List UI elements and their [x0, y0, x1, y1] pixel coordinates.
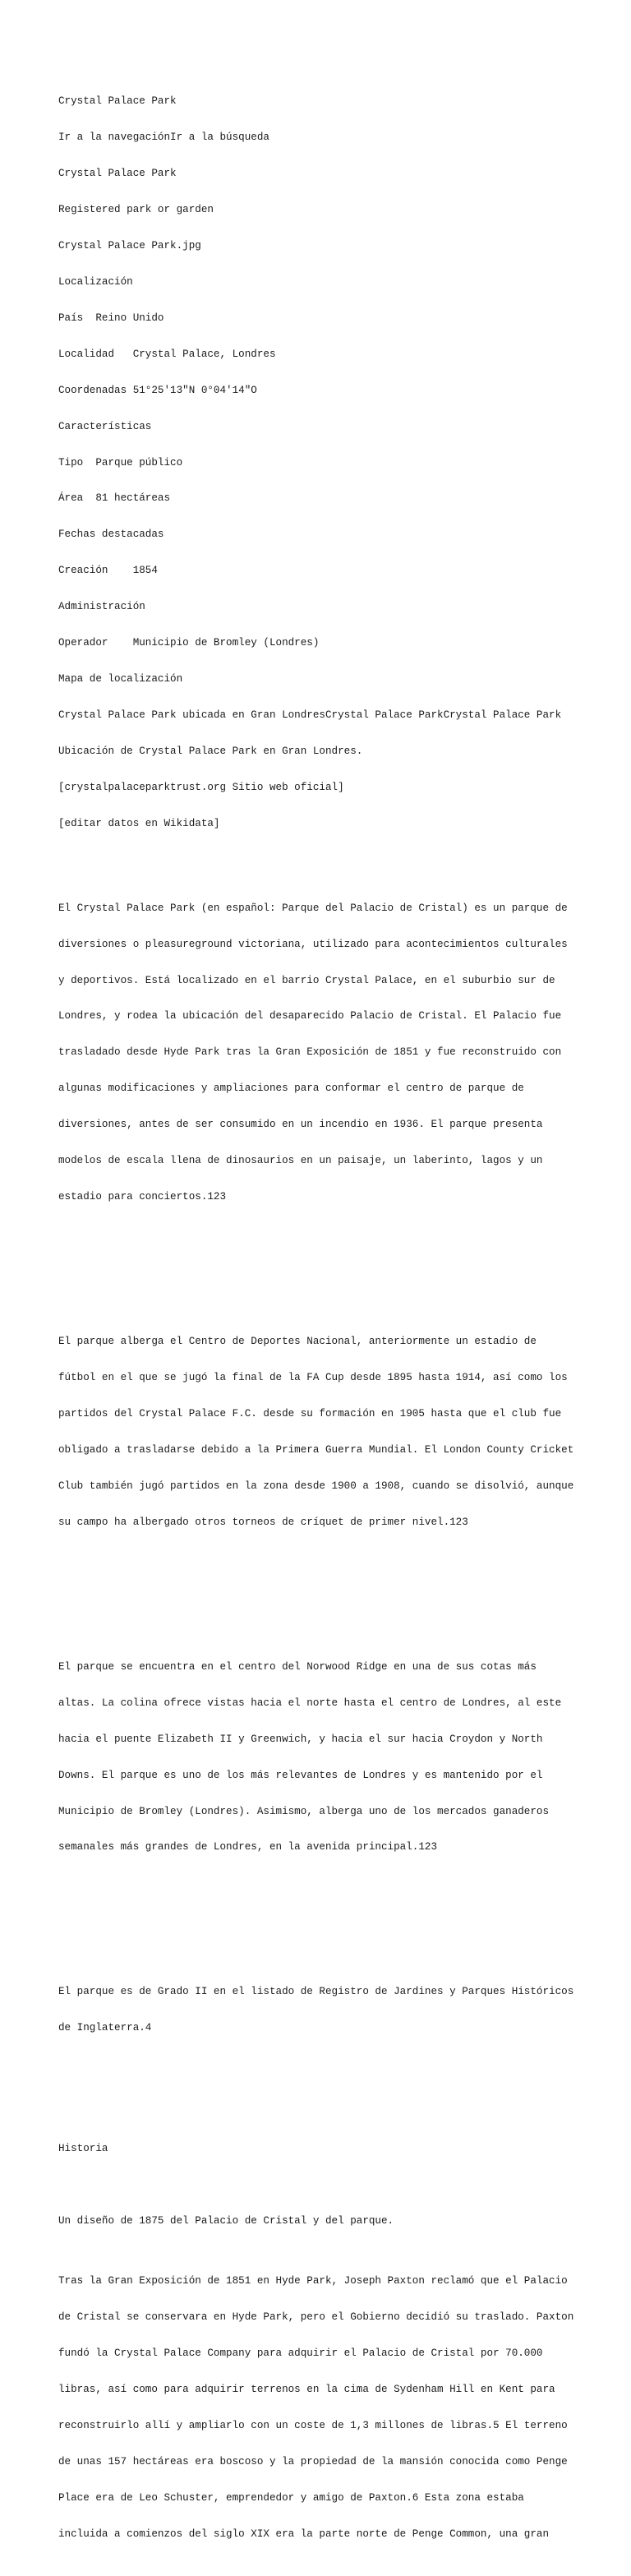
- paragraph-line: libras, así como para adquirir terrenos en la cima de Sydenham Hill en Kent para: [58, 2383, 555, 2395]
- paragraph-spacer: [58, 1902, 584, 1914]
- paragraph-line: Club también jugó partidos en la zona desde 1900 a 1908, cuando se disolvió, aunque: [58, 1480, 574, 1492]
- paragraph-spacer: [58, 2083, 584, 2095]
- paragraph-line: trasladado desde Hyde Park tras la Gran Exposición de 1851 y fue reconstruido con: [58, 1046, 562, 1059]
- paragraph-sports: [58, 1312, 584, 1553]
- paragraph-line: reconstruirlo allí y ampliarlo con un coste de 1,3 millones de libras.5 El terreno: [58, 2419, 568, 2431]
- document-page: [58, 59, 584, 2576]
- infobox-coordinates: Coordenadas 51°25′13″N 0°04′14″O: [58, 384, 257, 396]
- paragraph-line: modelos de escala llena de dinosaurios en un paisaje, un laberinto, lagos y un: [58, 1155, 543, 1167]
- paragraph-spacer: [58, 2179, 584, 2191]
- paragraph-spacer: [58, 1252, 584, 1264]
- paragraph-line: obligado a trasladarse debido a la Primera Guerra Mundial. El London County Cricket: [58, 1443, 574, 1456]
- paragraph-line: partidos del Crystal Palace F.C. desde su formación en 1905 hasta que el club fue: [58, 1407, 562, 1420]
- infobox-category: Registered park or garden: [58, 203, 214, 215]
- paragraph-line: su campo ha albergado otros torneos de críquet de primer nivel.123: [58, 1516, 468, 1528]
- edit-wikidata-link[interactable]: [editar datos en Wikidata]: [58, 818, 220, 830]
- infobox-name: Crystal Palace Park: [58, 167, 177, 179]
- infobox-creation: Creación 1854: [58, 565, 158, 577]
- paragraph-grade: [58, 1962, 584, 2058]
- paragraph-line: fútbol en el que se jugó la final de la FA Cup desde 1895 hasta 1914, así como los: [58, 1372, 568, 1384]
- paragraph-line: El Crystal Palace Park (en español: Parque del Palacio de Cristal) es un parque de: [58, 902, 568, 914]
- infobox-locality: Localidad Crystal Palace, Londres: [58, 348, 276, 360]
- paragraph-line: El parque es de Grado II en el listado de Registro de Jardines y Parques Históricos: [58, 1986, 574, 1998]
- infobox-section-features: Características: [58, 420, 152, 432]
- paragraph-line: hacia el puente Elizabeth II y Greenwich, y hacia el sur hacia Croydon y North: [58, 1733, 543, 1745]
- paragraph-line: y deportivos. Está localizado en el barrio Crystal Palace, en el suburbio sur de: [58, 974, 555, 986]
- history-heading: Historia: [58, 2142, 108, 2154]
- paragraph-line: de unas 157 hectáreas era boscoso y la propiedad de la mansión conocida como Penge: [58, 2455, 568, 2468]
- skip-navigation-links[interactable]: Ir a la navegaciónIr a la búsqueda: [58, 131, 269, 143]
- page-title: Crystal Palace Park: [58, 95, 177, 107]
- paragraph-line: Londres, y rodea la ubicación del desaparecido Palacio de Cristal. El Palacio fue: [58, 1010, 562, 1023]
- infobox-section-location: Localización: [58, 275, 133, 288]
- paragraph-line: Tras la Gran Exposición de 1851 en Hyde Park, Joseph Paxton reclamó que el Palacio: [58, 2274, 568, 2287]
- paragraph-line: algunas modificaciones y ampliaciones para conformar el centro de parque de: [58, 1083, 524, 1095]
- paragraph-line: fundó la Crystal Palace Company para adquirir el Palacio de Cristal por 70.000: [58, 2347, 543, 2359]
- paragraph-history: [58, 2251, 584, 2564]
- infobox-section-map: Mapa de localización: [58, 673, 183, 686]
- paragraph-line: Municipio de Bromley (Londres). Asimismo, alberga uno de los mercados ganaderos: [58, 1805, 550, 1817]
- infobox-image-caption[interactable]: Crystal Palace Park.jpg: [58, 239, 201, 252]
- paragraph-line: estadio para conciertos.123: [58, 1191, 227, 1203]
- paragraph-line: El parque se encuentra en el centro del Norwood Ridge en una de sus cotas más: [58, 1660, 537, 1673]
- history-image-caption: Un diseño de 1875 del Palacio de Cristal y del parque.: [58, 2214, 394, 2227]
- paragraph-line: Downs. El parque es uno de los más relevantes de Londres y es mantenido por el: [58, 1769, 543, 1781]
- paragraph-line: diversiones o pleasureground victoriana, utilizado para acontecimientos culturales: [58, 938, 568, 950]
- paragraph-intro: [58, 878, 584, 1227]
- infobox-map-line: Crystal Palace Park ubicada en Gran LondresCrystal Palace ParkCrystal Palace Park: [58, 709, 562, 722]
- infobox-map-caption: Ubicación de Crystal Palace Park en Gran Londres.: [58, 746, 363, 758]
- paragraph-line: semanales más grandes de Londres, en la avenida principal.123: [58, 1841, 438, 1854]
- infobox-section-admin: Administración: [58, 601, 145, 613]
- paragraph-line: altas. La colina ofrece vistas hacia el norte hasta el centro de Londres, al este: [58, 1697, 562, 1709]
- paragraph-line: El parque alberga el Centro de Deportes Nacional, anteriormente un estadio de: [58, 1336, 537, 1348]
- paragraph-line: de Inglaterra.4: [58, 2022, 152, 2034]
- infobox-type: Tipo Parque público: [58, 456, 183, 469]
- paragraph-line: Place era de Leo Schuster, emprendedor y amigo de Paxton.6 Esta zona estaba: [58, 2491, 524, 2504]
- official-website-link[interactable]: [crystalpalaceparktrust.org Sitio web oficial]: [58, 782, 344, 794]
- infobox-section-dates: Fechas destacadas: [58, 529, 164, 541]
- paragraph-line: de Cristal se conservara en Hyde Park, pero el Gobierno decidió su traslado. Paxton: [58, 2311, 574, 2323]
- paragraph-line: incluida a comienzos del siglo XIX era la parte norte de Penge Common, una gran: [58, 2528, 550, 2540]
- paragraph-geography: [58, 1637, 584, 1877]
- infobox-operator: Operador Municipio de Bromley (Londres): [58, 637, 320, 649]
- paragraph-line: diversiones, antes de ser consumido en un incendio en 1936. El parque presenta: [58, 1119, 543, 1131]
- infobox-area: Área 81 hectáreas: [58, 492, 171, 505]
- infobox-country: País Reino Unido: [58, 312, 164, 324]
- paragraph-spacer: [58, 1577, 584, 1589]
